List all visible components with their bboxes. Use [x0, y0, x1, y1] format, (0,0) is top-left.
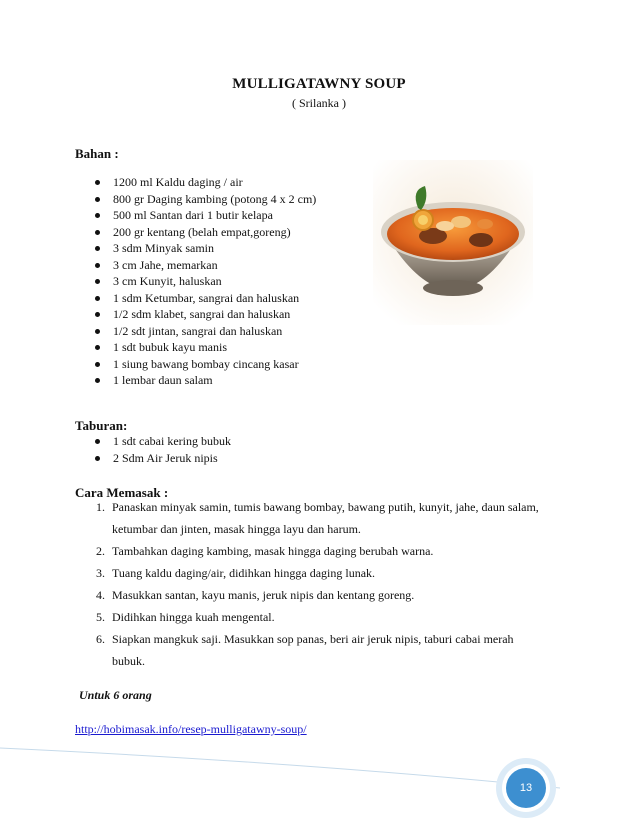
- list-item: 1 lembar daun salam: [95, 372, 316, 389]
- step-number: 6.: [96, 632, 105, 646]
- list-item: 3 sdm Minyak samin: [95, 240, 316, 257]
- method-step: [96, 628, 546, 672]
- list-item: 500 ml Santan dari 1 butir kelapa: [95, 207, 316, 224]
- method-step: [96, 562, 546, 584]
- list-item: 1 siung bawang bombay cincang kasar: [95, 356, 316, 373]
- list-item: 1/2 sdt jintan, sangrai dan haluskan: [95, 323, 316, 340]
- step-text: Masukkan santan, kayu manis, jeruk nipis dan kentang goreng.: [112, 588, 415, 602]
- page-number: 13: [519, 782, 533, 794]
- list-item: 1 sdm Ketumbar, sangrai dan haluskan: [95, 290, 316, 307]
- recipe-title: MULLIGATAWNY SOUP: [232, 76, 406, 92]
- recipe-origin: ( Srilanka ): [292, 96, 346, 110]
- topping-heading: Taburan:: [75, 418, 128, 433]
- ingredients-heading: Bahan :: [75, 146, 119, 161]
- method-step: [96, 606, 546, 628]
- serving-size: Untuk 6 orang: [79, 688, 152, 702]
- method-step: [96, 584, 546, 606]
- ingredients-list: [95, 174, 316, 389]
- step-number: 5.: [96, 610, 105, 624]
- method-step: [96, 496, 546, 540]
- list-item: 2 Sdm Air Jeruk nipis: [95, 450, 231, 467]
- list-item: 3 cm Jahe, memarkan: [95, 257, 316, 274]
- step-text: Tuang kaldu daging/air, didihkan hingga daging lunak.: [112, 566, 376, 580]
- step-number: 2.: [96, 544, 105, 558]
- step-text: Tambahkan daging kambing, masak hingga daging berubah warna.: [112, 544, 434, 558]
- step-number: 3.: [96, 566, 105, 580]
- step-text: Panaskan minyak samin, tumis bawang bombay, bawang putih, kunyit, jahe, daun salam, ketumbar dan jinten, masak hingga layu dan harum.: [112, 500, 539, 536]
- step-text: Didihkan hingga kuah mengental.: [112, 610, 275, 624]
- topping-list: [95, 433, 231, 466]
- soup-photo: [373, 160, 533, 325]
- list-item: 800 gr Daging kambing (potong 4 x 2 cm): [95, 191, 316, 208]
- method-step: [96, 540, 546, 562]
- source-link[interactable]: http://hobimasak.info/resep-mulligatawny-soup/: [75, 722, 307, 736]
- step-number: 4.: [96, 588, 105, 602]
- method-heading: Cara Memasak :: [75, 485, 169, 500]
- list-item: 1 sdt bubuk kayu manis: [95, 339, 316, 356]
- step-text: Siapkan mangkuk saji. Masukkan sop panas, beri air jeruk nipis, taburi cabai merah bubuk.: [112, 632, 514, 668]
- list-item: 1/2 sdm klabet, sangrai dan haluskan: [95, 306, 316, 323]
- list-item: 200 gr kentang (belah empat,goreng): [95, 224, 316, 241]
- list-item: 3 cm Kunyit, haluskan: [95, 273, 316, 290]
- list-item: 1 sdt cabai kering bubuk: [95, 433, 231, 450]
- list-item: 1200 ml Kaldu daging / air: [95, 174, 316, 191]
- method-steps: [96, 496, 546, 672]
- step-number: 1.: [96, 500, 105, 514]
